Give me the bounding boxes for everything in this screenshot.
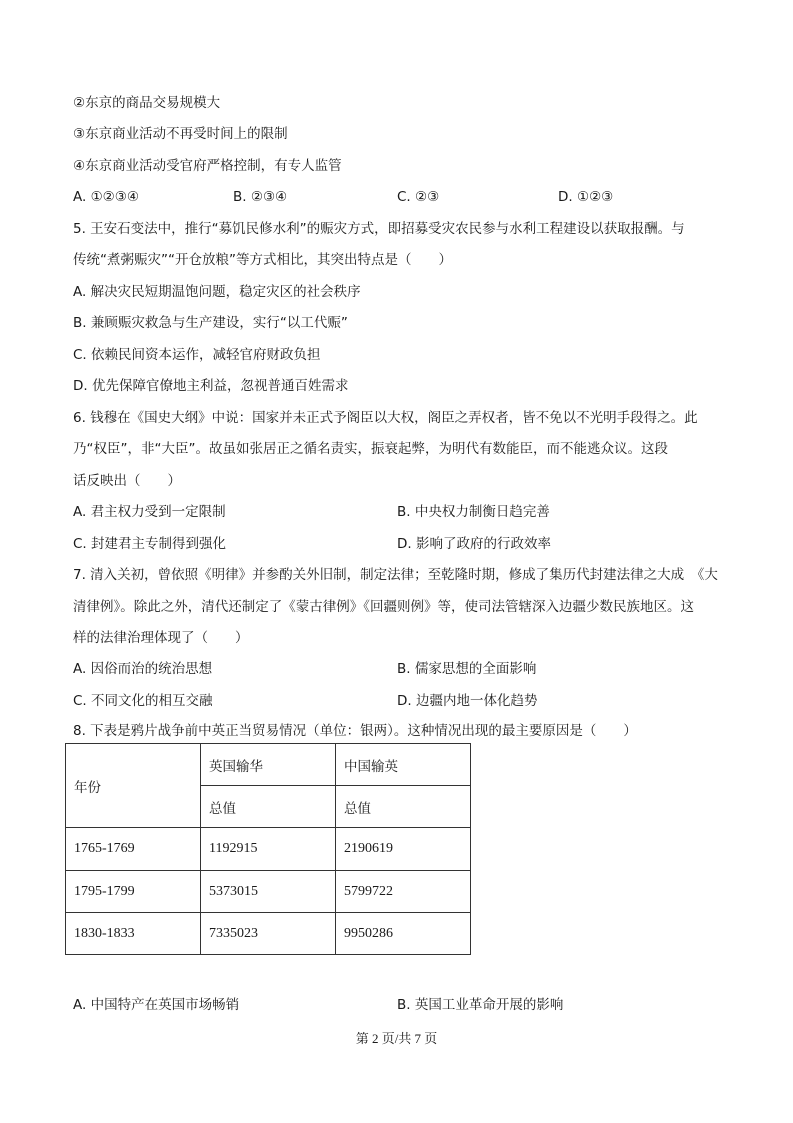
china-total-subheader: 总值 xyxy=(336,786,471,828)
q6-option-d: D. 影响了政府的行政效率 xyxy=(397,536,551,552)
q8-option-a: A. 中国特产在英国市场畅销 xyxy=(73,997,240,1013)
q7-option-d: D. 边疆内地一体化趋势 xyxy=(397,693,538,709)
q7-stem-line-2: 清律例》。除此之外，清代还制定了《蒙古律例》《回疆则例》等，使司法管辖深入边疆少数民族地区。这 xyxy=(73,599,694,615)
year-header: 年份 xyxy=(66,744,201,828)
q6-option-b: B. 中央权力制衡日趋完善 xyxy=(397,504,550,520)
q5-stem-line-1: 5. 王安石变法中，推行“募饥民修水利”的赈灾方式，即招募受灾农民参与水利工程建设以获取报酬。与 xyxy=(73,221,685,237)
uk-export-header: 英国输华 xyxy=(201,744,336,786)
q5-stem-line-2: 传统“煮粥赈灾”“开仓放粮”等方式相比，其突出特点是（ ） xyxy=(73,252,452,268)
china-value-cell: 9950286 xyxy=(336,913,471,955)
q4-option-b: B. ②③④ xyxy=(233,189,288,205)
china-export-header: 中国输英 xyxy=(336,744,471,786)
q4-statement-2: ②东京的商品交易规模大 xyxy=(73,95,221,111)
q4-option-d: D. ①②③ xyxy=(558,189,614,205)
q4-statement-4: ④东京商业活动受官府严格控制，有专人监管 xyxy=(73,158,342,174)
q6-stem-line-1: 6. 钱穆在《国史大纲》中说：国家并未正式予阁臣以大权，阁臣之弄权者，皆不免以不光明手段得之。此 xyxy=(73,410,698,426)
uk-total-subheader: 总值 xyxy=(201,786,336,828)
q6-stem-line-3: 话反映出（ ） xyxy=(73,473,181,489)
q5-option-d: D. 优先保障官僚地主利益，忽视普通百姓需求 xyxy=(73,378,349,394)
q6-stem-line-2: 乃“权臣”，非“大臣”。故虽如张居正之循名责实，振衰起弊，为明代有数能臣，而不能逃众议。这段 xyxy=(73,441,668,457)
q7-option-a: A. 因俗而治的统治思想 xyxy=(73,661,213,677)
table-row xyxy=(66,913,471,955)
page-footer: 第 2 页/共 7 页 xyxy=(355,1031,438,1046)
year-cell: 1795-1799 xyxy=(66,871,201,913)
q6-option-c: C. 封建君主专制得到强化 xyxy=(73,536,227,552)
q5-option-c: C. 依赖民间资本运作，减轻官府财政负担 xyxy=(73,347,321,363)
year-cell: 1765-1769 xyxy=(66,828,201,871)
china-value-cell: 2190619 xyxy=(336,828,471,871)
year-cell: 1830-1833 xyxy=(66,913,201,955)
q7-stem-line-3: 样的法律治理体现了（ ） xyxy=(73,630,249,646)
q5-option-a: A. 解决灾民短期温饱问题，稳定灾区的社会秩序 xyxy=(73,284,361,300)
uk-value-cell: 7335023 xyxy=(201,913,336,955)
q4-option-a: A. ①②③④ xyxy=(73,189,139,205)
q4-option-c: C. ②③ xyxy=(397,189,440,205)
q8-option-b: B. 英国工业革命开展的影响 xyxy=(397,997,564,1013)
china-value-cell: 5799722 xyxy=(336,871,471,913)
uk-value-cell: 1192915 xyxy=(201,828,336,871)
uk-value-cell: 5373015 xyxy=(201,871,336,913)
q7-option-b: B. 儒家思想的全面影响 xyxy=(397,661,537,677)
q5-option-b: B. 兼顾赈灾救急与生产建设，实行“以工代赈” xyxy=(73,315,348,331)
q8-stem: 8. 下表是鸦片战争前中英正当贸易情况（单位：银两）。这种情况出现的最主要原因是（ ） xyxy=(73,723,637,739)
table-row xyxy=(66,871,471,913)
trade-table xyxy=(65,743,471,955)
q7-option-c: C. 不同文化的相互交融 xyxy=(73,693,213,709)
q4-statement-3: ③东京商业活动不再受时间上的限制 xyxy=(73,126,288,142)
q7-stem-line-1: 7. 清入关初，曾依照《明律》并参酌关外旧制，制定法律；至乾隆时期，修成了集历代封建法律之大成 《大 xyxy=(73,567,718,583)
table-row xyxy=(66,828,471,871)
q6-option-a: A. 君主权力受到一定限制 xyxy=(73,504,226,520)
